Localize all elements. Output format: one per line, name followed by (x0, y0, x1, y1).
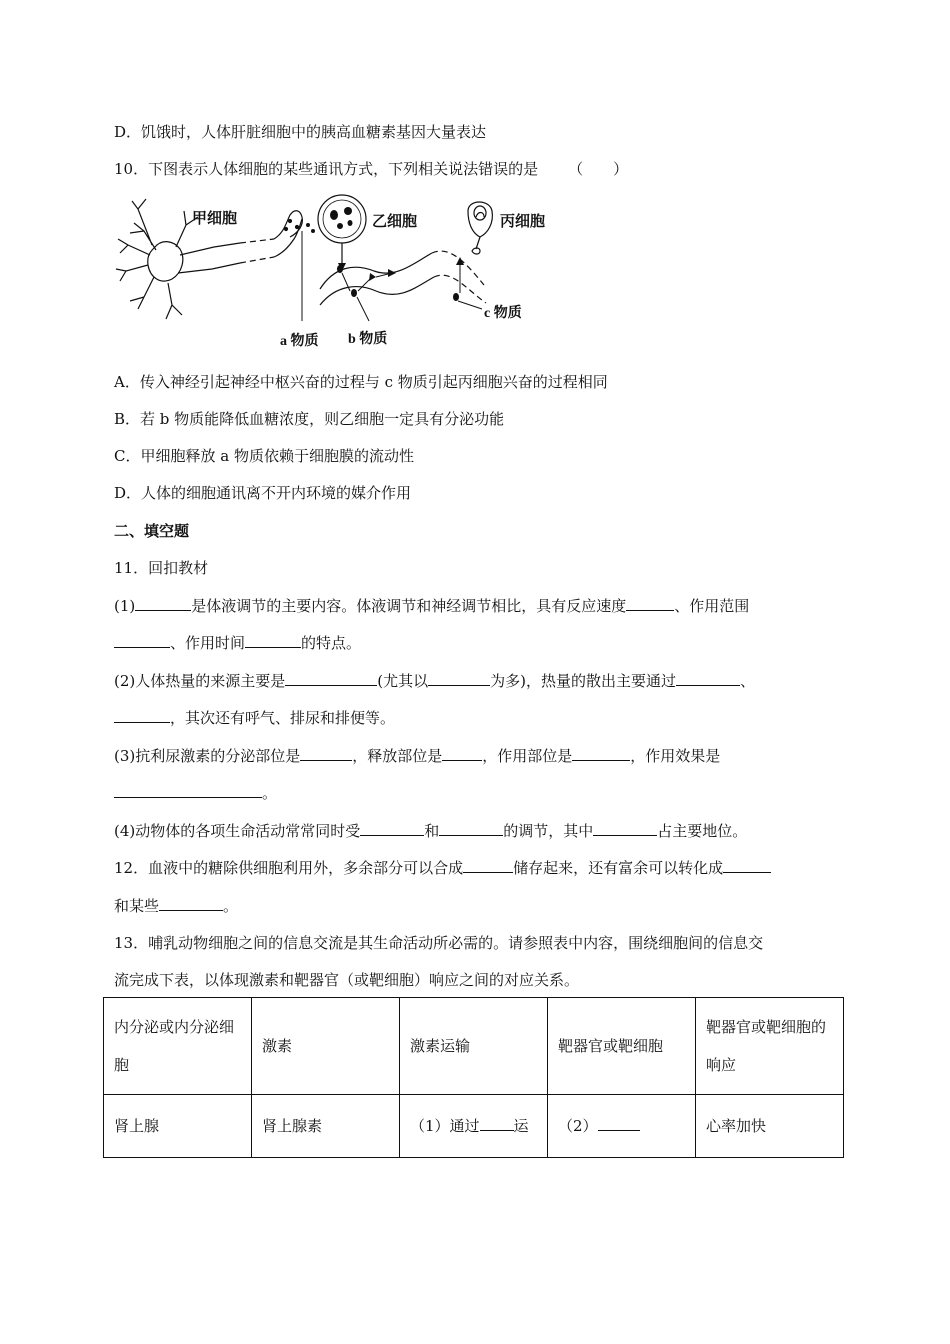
blank[interactable] (598, 1116, 640, 1131)
blank[interactable] (285, 671, 377, 686)
table-header: 激素运输 (400, 998, 548, 1095)
pointer-c (458, 301, 482, 309)
hormone-table (103, 997, 844, 1158)
blank[interactable] (159, 896, 223, 911)
blank[interactable] (114, 708, 170, 723)
answer-paren: （ ） (568, 160, 629, 178)
table-header: 激素 (252, 998, 400, 1095)
q9-option-d: D．饥饿时，人体肝脏细胞中的胰高血糖素基因大量表达 (114, 123, 487, 141)
blank[interactable] (245, 633, 301, 648)
blank[interactable] (723, 858, 771, 873)
blank[interactable] (572, 746, 630, 761)
q12-line1: 12．血液中的糖除供细胞利用外，多余部分可以合成 储存起来，还有富余可以转化成 (114, 858, 771, 878)
blank[interactable] (676, 671, 740, 686)
table-cell: 肾上腺 (104, 1095, 252, 1158)
q10-option-d: D．人体的细胞通讯离不开内环境的媒介作用 (114, 484, 412, 502)
q10-option-a: A．传入神经引起神经中枢兴奋的过程与 c 物质引起丙细胞兴奋的过程相同 (114, 373, 608, 391)
blank[interactable] (114, 783, 262, 798)
table-row (104, 1095, 844, 1158)
table-cell: （2） (548, 1095, 696, 1158)
blank[interactable] (360, 821, 424, 836)
section-title: 二、填空题 (114, 522, 190, 540)
blank[interactable] (428, 671, 490, 686)
pointer-b (357, 297, 369, 321)
q12-line2: 和某些 。 (114, 897, 239, 915)
q10-option-c: C．甲细胞释放 a 物质依赖于细胞膜的流动性 (114, 447, 414, 465)
blank[interactable] (300, 746, 352, 761)
blank[interactable] (442, 746, 482, 761)
label-cell-a: 甲细胞 (192, 210, 238, 227)
table-cell: 肾上腺素 (252, 1095, 400, 1158)
cell-c (468, 202, 492, 254)
q10-option-b: B．若 b 物质能降低血糖浓度，则乙细胞一定具有分泌功能 (114, 410, 505, 428)
table-cell: （1）通过 运 (400, 1095, 548, 1158)
q13-line1: 13．哺乳动物细胞之间的信息交流是其生命活动所必需的。请参照表中内容，围绕细胞间的信息交 (114, 934, 764, 952)
q10-stem (114, 159, 628, 179)
q11-part1-line2: 、作用时间 的特点。 (114, 633, 361, 653)
cell-communication-diagram (114, 193, 574, 353)
cell-b (318, 195, 366, 243)
q11-part3-line1: (3)抗利尿激素的分泌部位是 ，释放部位是 ，作用部位是 ，作用效果是 (114, 747, 721, 765)
label-substance-b: b 物质 (348, 332, 388, 347)
table-header-row (104, 998, 844, 1095)
blank[interactable] (439, 821, 503, 836)
table-header: 内分泌或内分泌细胞 (104, 998, 252, 1095)
table-cell: 心率加快 (696, 1095, 844, 1158)
blood-vessel (320, 251, 486, 305)
q11-part2-line2: ，其次还有呼气、排尿和排便等。 (114, 708, 395, 728)
label-substance-a: a 物质 (280, 334, 319, 349)
table-header: 靶器官或靶细胞 (548, 998, 696, 1095)
q11-part3-line2: 。 (114, 783, 277, 803)
blank[interactable] (463, 858, 513, 873)
blank[interactable] (626, 596, 674, 611)
q11-stem: 11．回扣教材 (114, 559, 209, 577)
q10-stem-text: 10．下图表示人体细胞的某些通讯方式，下列相关说法错误的是 (114, 160, 539, 178)
label-cell-c: 丙细胞 (500, 213, 546, 230)
label-cell-b: 乙细胞 (372, 213, 418, 230)
blank[interactable] (480, 1116, 514, 1131)
q13-line2: 流完成下表，以体现激素和靶器官（或靶细胞）响应之间的对应关系。 (114, 971, 580, 989)
table-header: 靶器官或靶细胞的响应 (696, 998, 844, 1095)
blank[interactable] (135, 596, 191, 611)
q11-part2-line1: (2)人体热量的来源主要是 (尤其以 为多)，热量的散出主要通过 、 (114, 672, 755, 690)
q11-part4: (4)动物体的各项生命活动常常同时受 和 的调节，其中 占主要地位。 (114, 822, 748, 840)
q11-part1-line1: (1) 是体液调节的主要内容。体液调节和神经调节相比，具有反应速度 、作用范围 (114, 597, 750, 615)
label-substance-c: c 物质 (484, 306, 522, 321)
blank[interactable] (114, 633, 170, 648)
blank[interactable] (593, 821, 657, 836)
